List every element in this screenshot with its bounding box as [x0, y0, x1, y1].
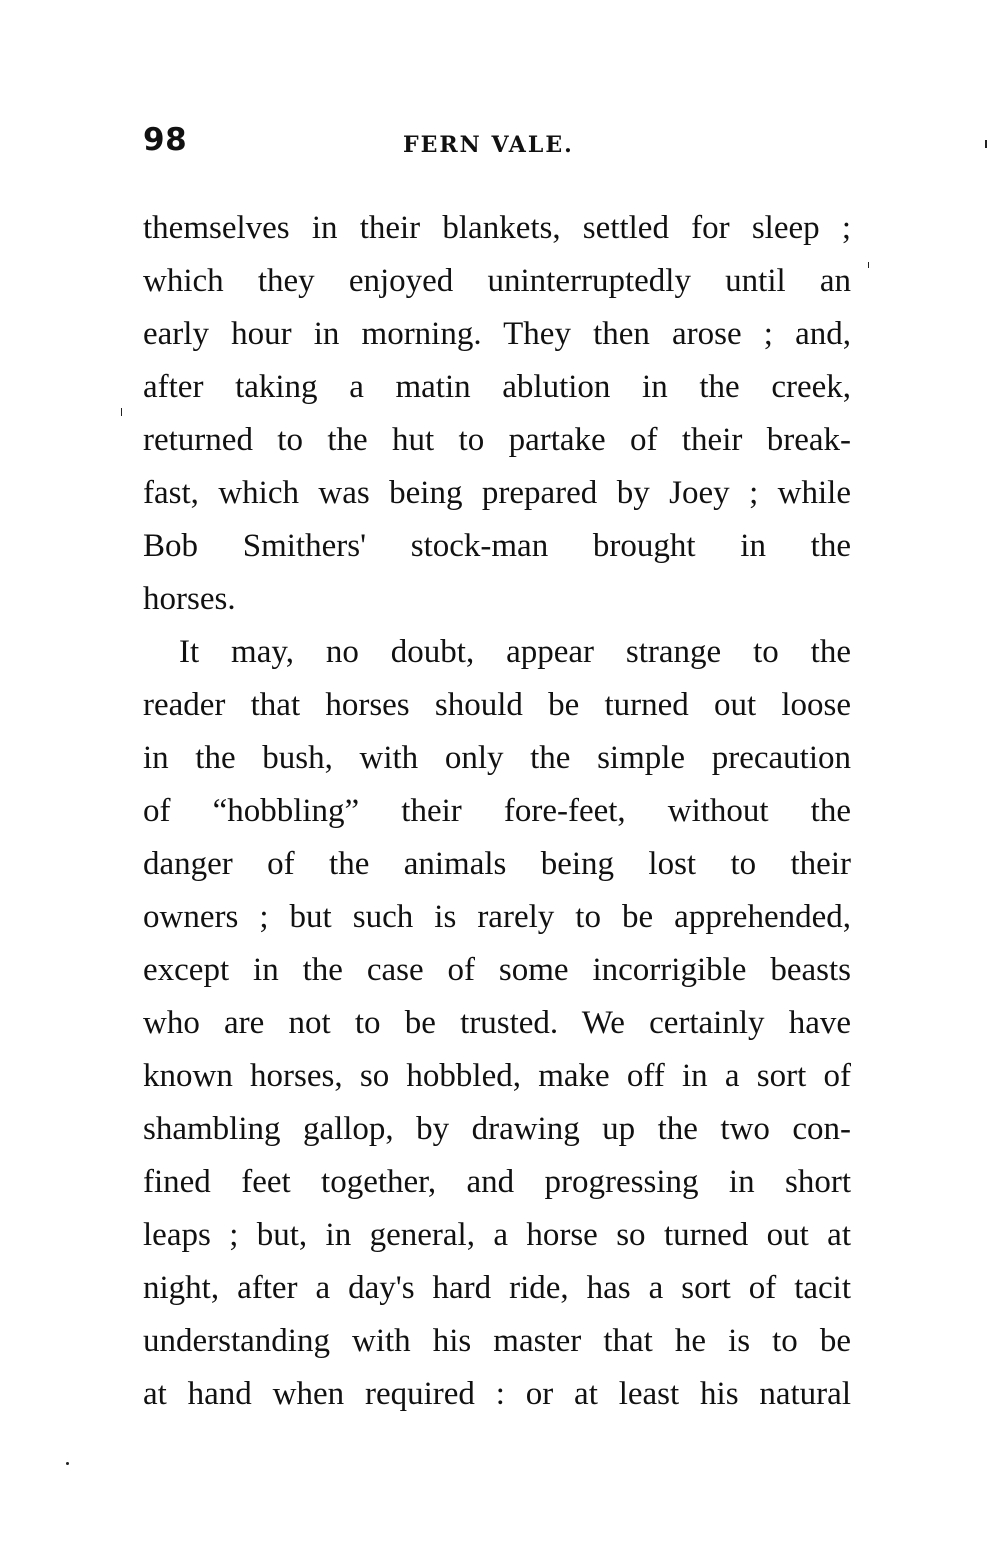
text-line: in the bush, with only the simple precaution: [143, 740, 851, 776]
scan-mark: [121, 408, 122, 416]
text-line: night, after a day's hard ride, has a sort of tacit: [143, 1270, 851, 1306]
text-line: Bob Smithers' stock-man brought in the: [143, 528, 851, 564]
text-line: fast, which was being prepared by Joey ; while: [143, 475, 851, 511]
text-line: understanding with his master that he is to be: [143, 1323, 851, 1359]
text-line: horses.: [143, 581, 236, 617]
text-line: returned to the hut to partake of their break-: [143, 422, 851, 458]
running-title: FERN VALE.: [403, 132, 574, 158]
scan-speck: [66, 1462, 69, 1465]
text-line: of “hobbling” their fore-feet, without the: [143, 793, 851, 829]
text-line: after taking a matin ablution in the creek,: [143, 369, 851, 405]
paragraph-2: [143, 626, 851, 1421]
scan-mark: [868, 262, 869, 268]
text-line: shambling gallop, by drawing up the two con-: [143, 1111, 851, 1147]
text-line: who are not to be trusted. We certainly have: [143, 1005, 851, 1041]
paragraph-1: [143, 202, 851, 626]
text-line: reader that horses should be turned out loose: [143, 687, 851, 723]
text-line: owners ; but such is rarely to be apprehended,: [143, 899, 851, 935]
text-line: danger of the animals being lost to their: [143, 846, 851, 882]
text-line: themselves in their blankets, settled for sleep ;: [143, 210, 851, 246]
text-line: known horses, so hobbled, make off in a sort of: [143, 1058, 851, 1094]
text-line: which they enjoyed uninterruptedly until an: [143, 263, 851, 299]
body-text: [143, 202, 851, 1421]
text-line: It may, no doubt, appear strange to the: [179, 634, 851, 670]
text-line: early hour in morning. They then arose ; and,: [143, 316, 851, 352]
text-line: except in the case of some incorrigible beasts: [143, 952, 851, 988]
scan-mark: [985, 140, 987, 148]
text-line: fined feet together, and progressing in short: [143, 1164, 851, 1200]
page-number: 98: [143, 122, 188, 158]
page-header: [143, 122, 850, 172]
text-line: leaps ; but, in general, a horse so turned out at: [143, 1217, 851, 1253]
text-line: at hand when required : or at least his natural: [143, 1376, 851, 1412]
